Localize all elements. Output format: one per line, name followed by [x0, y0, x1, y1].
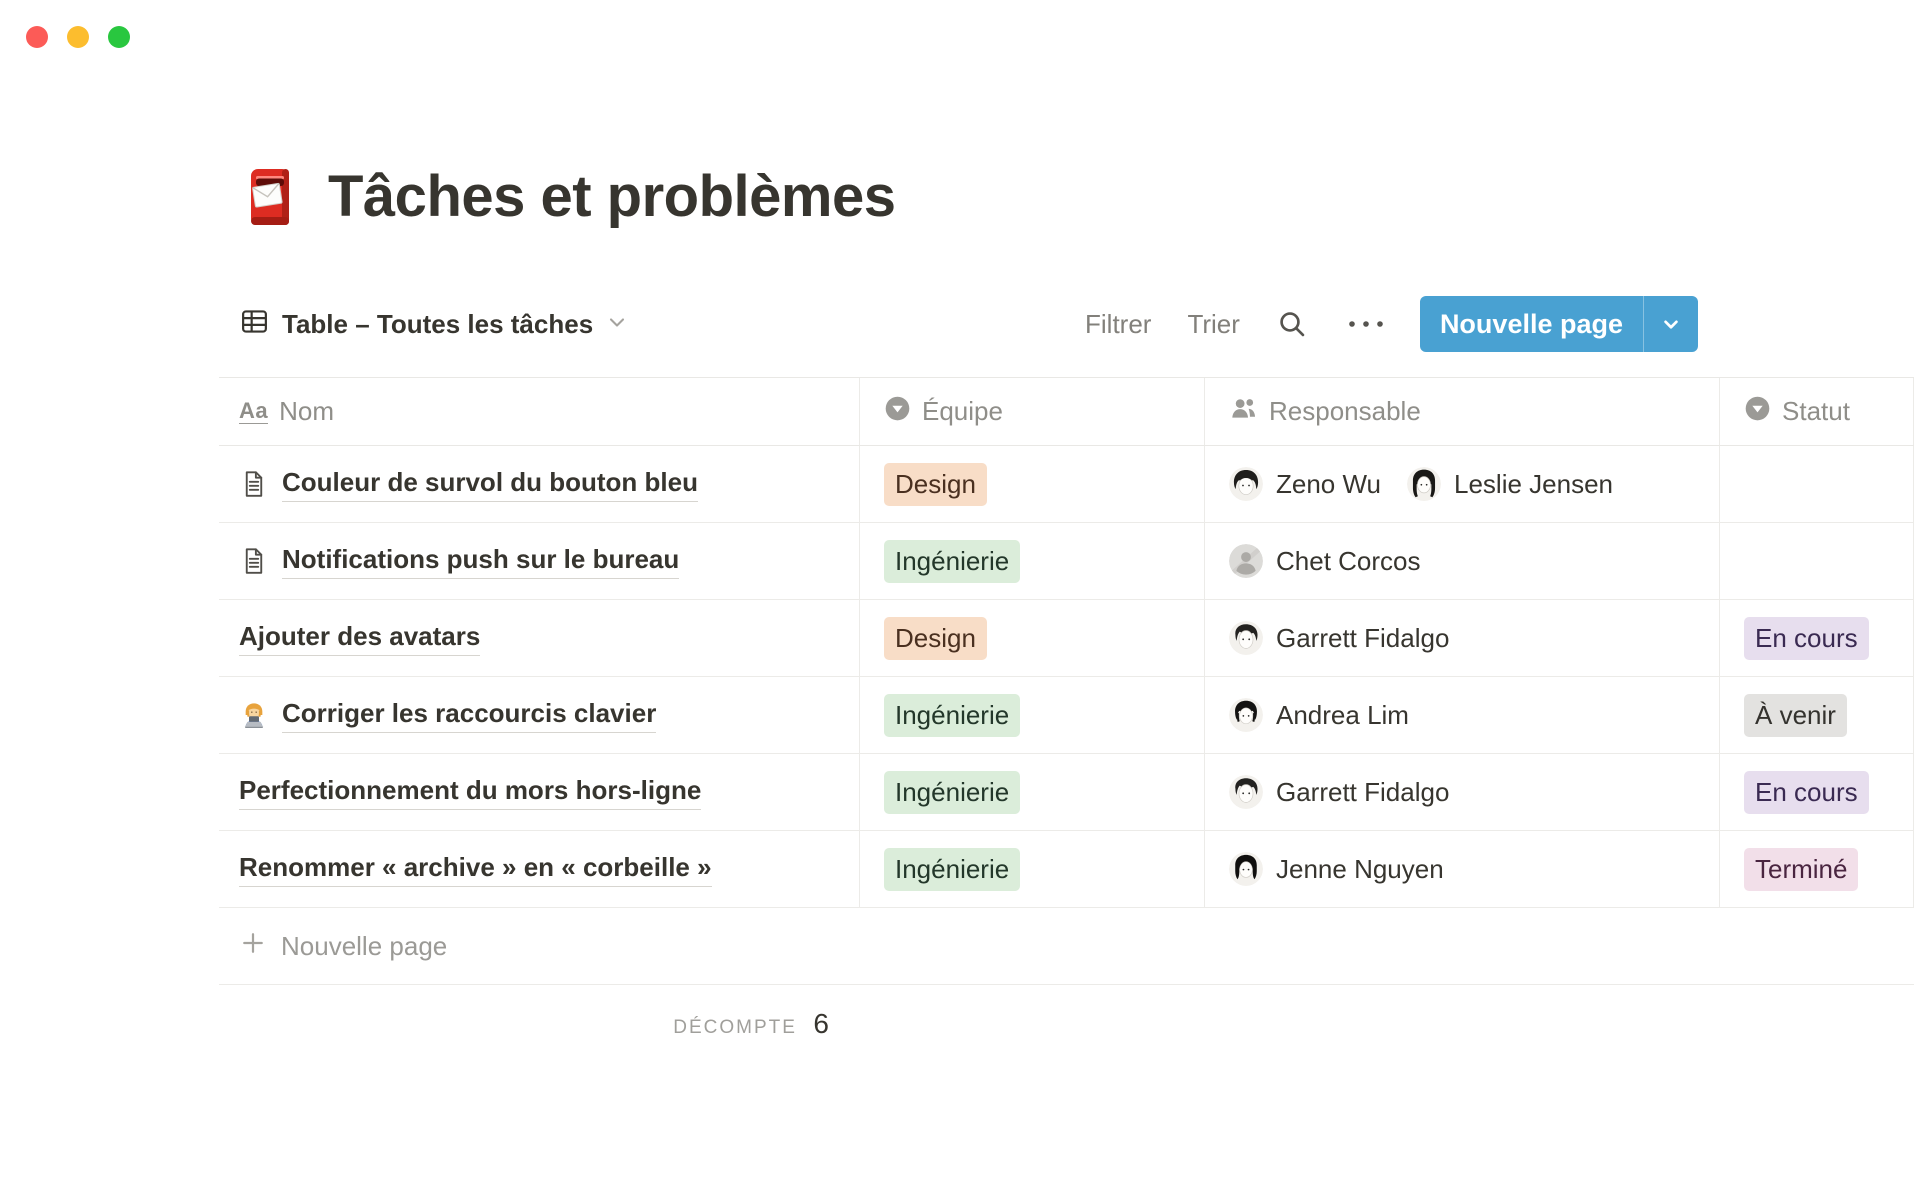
column-header-responsable[interactable]: [1205, 378, 1720, 445]
cell-responsible[interactable]: [1205, 446, 1720, 522]
cell-responsible[interactable]: [1205, 523, 1720, 599]
person-chip[interactable]: [1229, 698, 1409, 732]
count-value: 6: [813, 1008, 829, 1039]
window-controls: [26, 26, 130, 48]
cell-team[interactable]: [860, 754, 1205, 830]
status-tag: En cours: [1744, 617, 1869, 660]
person-chip[interactable]: [1229, 621, 1449, 655]
tasks-table: [219, 377, 1914, 985]
text-property-icon: Aa: [239, 398, 269, 424]
people-icon: [1229, 395, 1258, 429]
avatar-andrea-lim: [1229, 698, 1263, 732]
task-title-link[interactable]: Corriger les raccourcis clavier: [282, 698, 656, 733]
view-actions: [1085, 294, 1698, 354]
cell-team[interactable]: [860, 446, 1205, 522]
cell-status[interactable]: [1720, 446, 1914, 522]
postbox-emoji-icon[interactable]: [238, 165, 302, 229]
table-footer[interactable]: [219, 1008, 845, 1040]
person-chip[interactable]: [1229, 775, 1449, 809]
avatar-garrett-fidalgo: [1229, 621, 1263, 655]
column-label: Nom: [279, 396, 335, 426]
cell-name[interactable]: [219, 446, 860, 522]
person-name: Jenne Nguyen: [1276, 853, 1444, 884]
cell-name[interactable]: [219, 677, 860, 753]
team-tag: Ingénierie: [884, 694, 1020, 737]
cell-status[interactable]: [1720, 831, 1914, 907]
chevron-down-icon: [605, 310, 629, 339]
table-row[interactable]: [219, 831, 1914, 908]
person-chip[interactable]: [1229, 467, 1381, 501]
more-options-icon[interactable]: [1344, 312, 1388, 336]
team-tag: Ingénierie: [884, 848, 1020, 891]
new-page-row[interactable]: [219, 908, 1914, 985]
person-name: Zeno Wu: [1276, 468, 1382, 499]
minimize-button[interactable]: [67, 26, 89, 48]
task-title-link[interactable]: Perfectionnement du mors hors-ligne: [239, 775, 701, 810]
table-row[interactable]: [219, 754, 1914, 831]
page-title: Tâches et problèmes: [328, 164, 896, 229]
filter-button[interactable]: Filtrer: [1085, 308, 1152, 339]
cell-status[interactable]: [1720, 677, 1914, 753]
search-icon[interactable]: [1276, 308, 1308, 340]
person-name: Garrett Fidalgo: [1276, 776, 1450, 807]
task-title-link[interactable]: Ajouter des avatars: [239, 621, 480, 656]
cell-status[interactable]: [1720, 600, 1914, 676]
avatar-leslie-jensen: [1407, 467, 1441, 501]
table-row[interactable]: [219, 523, 1914, 600]
column-label: Équipe: [922, 396, 1003, 426]
cell-team[interactable]: [860, 600, 1205, 676]
table-row[interactable]: [219, 600, 1914, 677]
status-tag: Terminé: [1744, 848, 1858, 891]
person-name: Garrett Fidalgo: [1276, 622, 1450, 653]
column-label: Statut: [1782, 396, 1850, 426]
cell-name[interactable]: [219, 754, 860, 830]
select-dropdown-icon: [884, 395, 911, 429]
document-icon: [239, 469, 269, 499]
person-name: Andrea Lim: [1276, 699, 1409, 730]
plus-icon: [239, 929, 267, 964]
avatar-placeholder: [1229, 544, 1263, 578]
avatar-zeno-wu: [1229, 467, 1263, 501]
person-chip[interactable]: [1229, 544, 1421, 578]
team-tag: Ingénierie: [884, 771, 1020, 814]
cell-status[interactable]: [1720, 523, 1914, 599]
task-title-link[interactable]: Notifications push sur le bureau: [282, 544, 679, 579]
status-tag: À venir: [1744, 694, 1847, 737]
cell-name[interactable]: [219, 600, 860, 676]
cell-name[interactable]: [219, 523, 860, 599]
sort-button[interactable]: Trier: [1187, 308, 1240, 339]
cell-responsible[interactable]: [1205, 754, 1720, 830]
new-page-button[interactable]: [1420, 296, 1698, 352]
table-header-row: [219, 377, 1914, 446]
person-chip[interactable]: [1407, 467, 1613, 501]
document-icon: [239, 546, 269, 576]
view-toolbar: [219, 294, 1914, 354]
team-tag: Design: [884, 617, 987, 660]
view-tab-label: Table – Toutes les tâches: [282, 308, 594, 339]
task-title-link[interactable]: Couleur de survol du bouton bleu: [282, 467, 698, 502]
cell-responsible[interactable]: [1205, 677, 1720, 753]
zoom-button[interactable]: [108, 26, 130, 48]
cell-status[interactable]: [1720, 754, 1914, 830]
cell-name[interactable]: [219, 831, 860, 907]
view-tab-table[interactable]: [239, 294, 629, 354]
person-name: Chet Corcos: [1276, 545, 1421, 576]
column-label: Responsable: [1269, 396, 1421, 426]
column-header-statut[interactable]: [1720, 378, 1914, 445]
person-name: Leslie Jensen: [1454, 468, 1614, 499]
close-button[interactable]: [26, 26, 48, 48]
cell-team[interactable]: [860, 523, 1205, 599]
person-chip[interactable]: [1229, 852, 1444, 886]
team-tag: Design: [884, 463, 987, 506]
table-row[interactable]: [219, 677, 1914, 754]
select-dropdown-icon: [1744, 395, 1771, 429]
cell-team[interactable]: [860, 831, 1205, 907]
cell-responsible[interactable]: [1205, 600, 1720, 676]
new-page-row-label: Nouvelle page: [281, 930, 448, 961]
woman-technologist-emoji-icon: [239, 700, 269, 730]
new-page-split-chevron-icon[interactable]: [1643, 296, 1698, 352]
table-row[interactable]: [219, 446, 1914, 523]
count-label: DÉCOMPTE: [673, 1017, 797, 1038]
team-tag: Ingénierie: [884, 540, 1020, 583]
column-header-nom[interactable]: [219, 378, 860, 445]
column-header-equipe[interactable]: [860, 378, 1205, 445]
avatar-jenne-nguyen: [1229, 852, 1263, 886]
cell-responsible[interactable]: [1205, 831, 1720, 907]
new-page-button-label[interactable]: Nouvelle page: [1439, 308, 1623, 339]
cell-team[interactable]: [860, 677, 1205, 753]
table-view-icon: [239, 306, 270, 342]
status-tag: En cours: [1744, 771, 1869, 814]
avatar-garrett-fidalgo: [1229, 775, 1263, 809]
task-title-link[interactable]: Renommer « archive » en « corbeille »: [239, 852, 712, 887]
page-header: [238, 163, 896, 230]
